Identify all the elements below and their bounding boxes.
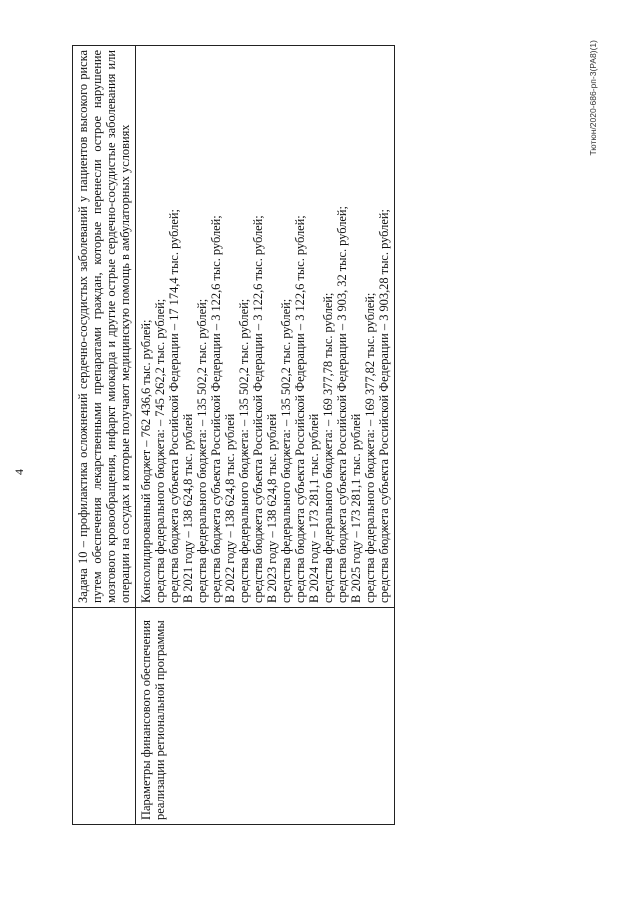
finance-line: средства федерального бюджета: – 169 377,82 тыс. рублей; [363,292,377,603]
finance-line: средства бюджета субъекта Российской Федерации – 3 903, 32 тыс. рублей; [335,206,349,603]
finance-line: В 2025 году – 173 281,1 тыс. рублей [349,413,363,603]
finance-row [136,46,395,825]
finance-line: В 2023 году – 138 624,8 тыс. рублей [265,413,279,603]
finance-line: В 2021 году – 138 624,8 тыс. рублей [181,413,195,603]
finance-line: средства бюджета субъекта Российской Федерации – 3 122,6 тыс. рублей; [293,215,307,603]
task-label-cell [73,608,136,825]
finance-label-cell: Параметры финансового обеспечения реализации региональной программы [136,608,395,825]
task-row [73,46,136,825]
finance-lines-cell [136,46,395,608]
document-code: Тютюн/2020-686-рп-3(РА8)(1) [588,40,598,156]
finance-line: средства бюджета субъекта Российской Федерации – 3 903,28 тыс. рублей; [377,209,391,603]
program-table [72,45,395,825]
finance-line: средства федерального бюджета: – 745 262,2 тыс. рублей; [153,298,167,603]
finance-line: средства федерального бюджета: – 135 502,2 тыс. рублей; [279,298,293,603]
finance-line: средства федерального бюджета: – 135 502,2 тыс. рублей; [237,298,251,603]
finance-line: средства федерального бюджета: – 169 377,78 тыс. рублей; [321,292,335,603]
finance-line: средства бюджета субъекта Российской Федерации – 17 174,4 тыс. рублей; [167,209,181,603]
finance-line: средства бюджета субъекта Российской Федерации – 3 122,6 тыс. рублей; [209,215,223,603]
finance-line: средства федерального бюджета: – 135 502,2 тыс. рублей; [195,298,209,603]
finance-line: В 2022 году – 138 624,8 тыс. рублей [223,413,237,603]
finance-line: средства бюджета субъекта Российской Федерации – 3 122,6 тыс. рублей; [251,215,265,603]
finance-line: В 2024 году – 173 281,1 тыс. рублей [307,413,321,603]
finance-line: Консолидированный бюджет – 762 436,6 тыс. рублей; [139,319,153,603]
page-number: 4 [12,469,26,475]
task-10-text: Задача 10 – профилактика осложнений сердечно-сосудистых заболеваний у пациентов высокого риска путем обеспечения лекарственными препаратами граждан, которые перенесли острое нарушение мозгового кровообращения, инфаркт миокарда и другие острые сердечно-сосудистые заболевания или операции на сосудах и которые получают медицинскую помощь в амбулаторных условиях [73,46,136,608]
document-page [10,10,610,880]
